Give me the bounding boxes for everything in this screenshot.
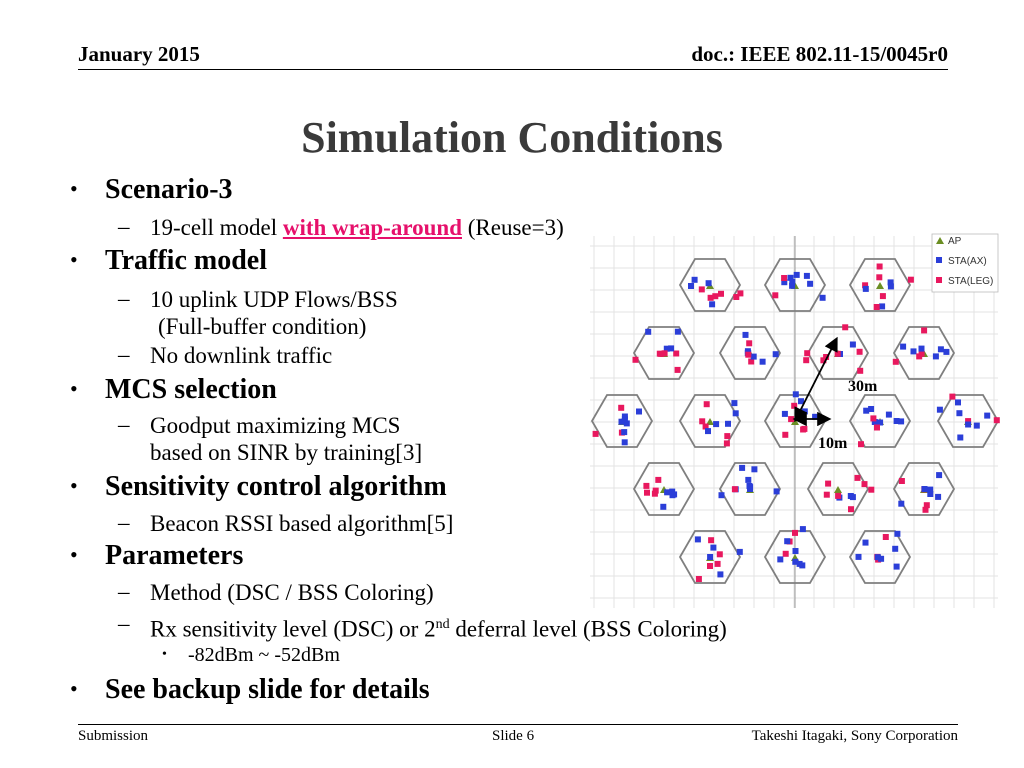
- sub-mcs: [150, 412, 422, 466]
- sta-marker: [908, 277, 914, 283]
- sta-marker: [936, 472, 942, 478]
- sta-marker: [835, 351, 841, 357]
- sta-marker: [710, 545, 716, 551]
- sta-marker: [655, 477, 661, 483]
- sta-marker: [856, 554, 862, 560]
- traffic-line-a: 10 uplink UDP Flows/BSS: [150, 287, 398, 312]
- sta-marker: [848, 506, 854, 512]
- sta-marker: [957, 435, 963, 441]
- header-date: January 2015: [78, 42, 200, 66]
- sta-marker: [792, 530, 798, 536]
- header-doc-id: doc.: IEEE 802.11-15/0045r0: [691, 42, 948, 66]
- sta-marker: [893, 359, 899, 365]
- sub-param-rx: [150, 611, 727, 643]
- sta-marker: [994, 417, 1000, 423]
- sta-marker: [788, 416, 794, 422]
- sta-marker: [949, 394, 955, 400]
- sta-marker: [825, 481, 831, 487]
- sta-marker: [927, 491, 933, 497]
- sta-marker: [781, 275, 787, 281]
- sta-marker: [791, 403, 797, 409]
- sta-marker: [883, 534, 889, 540]
- sta-marker: [857, 368, 863, 374]
- label-10m: 10m: [818, 435, 848, 452]
- dash: –: [118, 214, 130, 239]
- dash: –: [118, 510, 130, 535]
- sta-marker: [782, 411, 788, 417]
- cell-layout-diagram: [588, 232, 1000, 610]
- sta-marker: [760, 359, 766, 365]
- sta-marker: [717, 571, 723, 577]
- sta-marker: [863, 540, 869, 546]
- sta-marker: [820, 295, 826, 301]
- sub-traffic-1: [150, 286, 398, 340]
- sta-marker: [709, 301, 715, 307]
- sta-marker: [719, 492, 725, 498]
- footer-slide-number: Slide 6: [492, 728, 535, 744]
- bullet-dot: •: [70, 473, 78, 498]
- sta-marker: [739, 465, 745, 471]
- sta-marker: [707, 554, 713, 560]
- sta-marker: [717, 551, 723, 557]
- sta-marker: [956, 410, 962, 416]
- sta-marker: [660, 504, 666, 510]
- sta-marker: [955, 399, 961, 405]
- footer-author: Takeshi Itagaki, Sony Corporation: [751, 728, 958, 744]
- sta-marker: [879, 303, 885, 309]
- sta-marker: [784, 538, 790, 544]
- sta-marker: [712, 293, 718, 299]
- sta-marker: [802, 408, 808, 414]
- sub-param-range: -82dBm ~ -52dBm: [188, 644, 340, 666]
- sta-marker: [916, 353, 922, 359]
- sta-marker: [664, 489, 670, 495]
- sta-marker: [751, 466, 757, 472]
- sta-marker: [937, 407, 943, 413]
- bullet-backup: See backup slide for details: [105, 674, 430, 705]
- sta-marker: [670, 492, 676, 498]
- sta-marker: [793, 548, 799, 554]
- sta-marker: [868, 406, 874, 412]
- sta-marker: [886, 412, 892, 418]
- scenario-text: 19-cell model: [150, 215, 278, 240]
- sub-traffic-2: No downlink traffic: [150, 343, 333, 368]
- sta-marker: [899, 478, 905, 484]
- sta-marker: [621, 429, 627, 435]
- scenario-reuse: (Reuse=3): [467, 215, 564, 240]
- sta-marker: [777, 556, 783, 562]
- sta-marker: [699, 418, 705, 424]
- legend-ap: AP: [948, 236, 962, 247]
- sta-marker: [746, 340, 752, 346]
- sta-marker: [633, 357, 639, 363]
- sub-param-method: Method (DSC / BSS Coloring): [150, 580, 434, 605]
- sta-marker: [783, 551, 789, 557]
- sta-marker: [708, 537, 714, 543]
- sta-marker: [772, 292, 778, 298]
- sta-marker: [696, 576, 702, 582]
- sta-marker: [921, 327, 927, 333]
- sta-marker: [800, 526, 806, 532]
- sta-marker: [692, 277, 698, 283]
- sta-marker: [880, 293, 886, 299]
- legend-sta-leg: STA(LEG): [948, 276, 994, 287]
- sta-marker: [875, 554, 881, 560]
- sta-marker: [842, 324, 848, 330]
- ap-marker: [834, 486, 842, 493]
- sub-sensitivity: Beacon RSSI based algorithm[5]: [150, 511, 454, 536]
- sta-marker: [894, 564, 900, 570]
- sta-marker: [892, 546, 898, 552]
- sta-marker: [922, 486, 928, 492]
- ap-marker: [876, 282, 884, 289]
- sta-marker: [804, 350, 810, 356]
- sta-marker: [943, 349, 949, 355]
- bullet-dot-small: •: [162, 647, 167, 662]
- param-rx-post: deferral level (BSS Coloring): [449, 616, 727, 642]
- sta-marker: [733, 410, 739, 416]
- sta-marker: [877, 264, 883, 270]
- sta-marker: [643, 483, 649, 489]
- footer-submission: Submission: [78, 728, 149, 744]
- label-30m: 30m: [848, 378, 878, 395]
- sta-marker: [695, 536, 701, 542]
- dash: –: [118, 412, 130, 437]
- sta-marker: [745, 352, 751, 358]
- sta-marker: [707, 563, 713, 569]
- param-rx-pre: Rx sensitivity level (DSC) or 2: [150, 616, 436, 642]
- bullet-dot: •: [70, 376, 78, 401]
- sta-marker: [858, 441, 864, 447]
- sta-marker: [725, 421, 731, 427]
- sta-marker: [803, 357, 809, 363]
- sta-marker: [593, 431, 599, 437]
- wrap-around-link[interactable]: with wrap-around: [282, 215, 462, 240]
- sta-marker: [653, 488, 659, 494]
- sta-marker: [622, 439, 628, 445]
- sta-marker: [863, 286, 869, 292]
- sta-marker: [743, 332, 749, 338]
- sta-marker: [835, 493, 841, 499]
- sta-marker: [888, 283, 894, 289]
- sta-marker: [874, 425, 880, 431]
- sta-marker: [713, 421, 719, 427]
- sta-marker: [644, 490, 650, 496]
- legend-sta-ax: STA(AX): [948, 256, 987, 267]
- sta-marker: [965, 422, 971, 428]
- sta-marker: [894, 531, 900, 537]
- bullet-dot: •: [70, 247, 78, 272]
- sta-marker: [731, 400, 737, 406]
- dash: –: [118, 579, 130, 604]
- header-rule: [78, 69, 948, 70]
- sta-marker: [800, 427, 806, 433]
- bullet-dot: •: [70, 176, 78, 201]
- sta-marker: [622, 416, 628, 422]
- sta-marker: [773, 351, 779, 357]
- sta-marker: [804, 273, 810, 279]
- sta-marker: [745, 477, 751, 483]
- sta-marker: [797, 561, 803, 567]
- sta-marker: [898, 501, 904, 507]
- sta-marker: [789, 283, 795, 289]
- sta-marker: [774, 488, 780, 494]
- sta-marker: [737, 290, 743, 296]
- footer-rule: [78, 724, 958, 725]
- sta-marker: [715, 561, 721, 567]
- sta-marker: [898, 418, 904, 424]
- mcs-line-b: based on SINR by training[3]: [150, 440, 423, 465]
- sta-marker: [688, 283, 694, 289]
- sta-marker: [645, 329, 651, 335]
- bullet-sensitivity: Sensitivity control algorithm: [105, 471, 447, 502]
- sta-marker: [794, 272, 800, 278]
- sta-marker: [876, 274, 882, 280]
- traffic-line-b: (Full-buffer condition): [158, 314, 367, 339]
- dash: –: [118, 286, 130, 311]
- sta-marker: [724, 440, 730, 446]
- dash: –: [118, 342, 130, 367]
- sta-marker: [793, 391, 799, 397]
- sta-marker: [857, 349, 863, 355]
- sta-marker: [900, 344, 906, 350]
- slide-title: Simulation Conditions: [301, 113, 723, 162]
- bullet-dot: •: [70, 676, 78, 701]
- sta-marker: [675, 367, 681, 373]
- sta-marker: [911, 348, 917, 354]
- sta-marker: [974, 423, 980, 429]
- sta-marker: [699, 286, 705, 292]
- sta-marker: [724, 433, 730, 439]
- sta-marker: [824, 492, 830, 498]
- bullet-traffic: Traffic model: [105, 245, 267, 276]
- sta-marker: [924, 502, 930, 508]
- sta-marker: [718, 291, 724, 297]
- sta-marker: [751, 354, 757, 360]
- sta-marker: [862, 481, 868, 487]
- sta-marker: [919, 346, 925, 352]
- legend-sta-ax-icon: [936, 257, 942, 263]
- sta-marker: [662, 350, 668, 356]
- bullet-dot: •: [70, 542, 78, 567]
- legend-sta-leg-icon: [936, 277, 942, 283]
- dash: –: [118, 611, 130, 636]
- sta-marker: [737, 549, 743, 555]
- sta-marker: [868, 487, 874, 493]
- diagram-legend: [932, 234, 998, 292]
- sta-marker: [782, 432, 788, 438]
- sta-marker: [935, 494, 941, 500]
- mcs-line-a: Goodput maximizing MCS: [150, 413, 401, 438]
- sta-marker: [807, 281, 813, 287]
- param-rx-sup: nd: [435, 617, 450, 632]
- sub-scenario: [150, 214, 564, 241]
- sta-marker: [706, 280, 712, 286]
- sta-marker: [704, 401, 710, 407]
- sta-marker: [675, 329, 681, 335]
- sta-marker: [933, 353, 939, 359]
- bullet-mcs: MCS selection: [105, 374, 277, 405]
- sta-marker: [938, 346, 944, 352]
- sta-marker: [705, 428, 711, 434]
- sta-marker: [850, 342, 856, 348]
- bullet-parameters: Parameters: [105, 540, 244, 571]
- bullet-scenario: Scenario-3: [105, 174, 233, 205]
- sta-marker: [673, 351, 679, 357]
- sta-marker: [870, 415, 876, 421]
- sta-marker: [855, 475, 861, 481]
- sta-marker: [850, 494, 856, 500]
- sta-marker: [747, 486, 753, 492]
- sta-marker: [874, 304, 880, 310]
- sta-marker: [984, 413, 990, 419]
- sta-marker: [618, 405, 624, 411]
- sta-marker: [732, 486, 738, 492]
- sta-marker: [636, 409, 642, 415]
